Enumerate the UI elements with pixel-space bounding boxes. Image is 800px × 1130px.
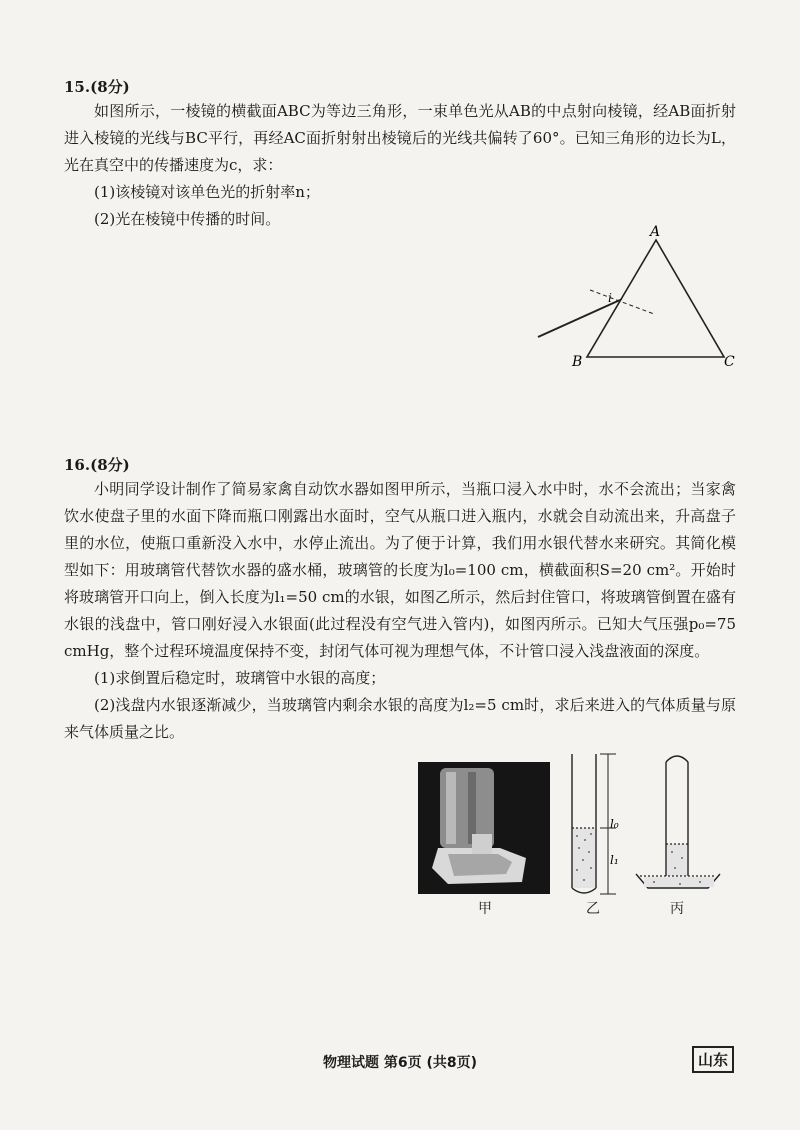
- dim-l1-label: l₁: [610, 853, 619, 867]
- region-badge: 山东: [692, 1046, 734, 1073]
- feeder-photo-drawing: [418, 762, 550, 894]
- q15-text: [64, 98, 736, 233]
- feeder-photo: [418, 762, 550, 894]
- fig-yi-label: 乙: [586, 901, 600, 917]
- q16-sub2: (2)浅盘内水银逐渐减少，当玻璃管内剩余水银的高度为l₂=5 cm时，求后来进入的气体质量与原来气体质量之比。: [64, 696, 736, 741]
- q15-body: 如图所示，一棱镜的横截面ABC为等边三角形，一束单色光从AB的中点射向棱镜，经AB面折射进入棱镜的光线与BC平行，再经AC面折射射出棱镜后的光线共偏转了60°。已知三角形的边长为L，光在真空中的传播速度为c，求：: [64, 102, 736, 174]
- vertex-c-label: C: [724, 354, 735, 370]
- vertex-a-label: A: [650, 224, 661, 240]
- fig-bing-label: 丙: [670, 901, 684, 917]
- q16-body: 小明同学设计制作了简易家禽自动饮水器如图甲所示，当瓶口浸入水中时，水不会流出；当家禽饮水使盘子里的水面下降而瓶口刚露出水面时，空气从瓶口进入瓶内，水就会自动流出来，升高盘子里的水位，使瓶口重新没入水中，水停止流出。为了便于计算，我们用水银代替水来研究。其简化模型如下：用玻璃管代替饮水器的盛水桶，玻璃管的长度为l₀=100 cm，横截面积S=20 cm²。开始时将玻璃管开口向上，倒入长度为l₁=50 cm的水银，如图乙所示，然后封住管口，将玻璃管倒置在盛有水银的浅盘中，管口刚好浸入水银面(此过程没有空气进入管内)，如图丙所示。已知大气压强p₀=75 cmHg，整个过程环境温度保持不变，封闭气体可视为理想气体，不计管口浸入浅盘液面的深度。: [64, 480, 736, 660]
- q15-prism-figure: [520, 222, 750, 372]
- angle-i-label: i: [608, 291, 612, 305]
- q15-heading: 15.(8分): [64, 78, 130, 96]
- vertex-b-label: B: [572, 354, 583, 370]
- dim-l0-label: l₀: [610, 817, 619, 831]
- q15-sub2: (2)光在棱镜中传播的时间。: [94, 210, 281, 228]
- q15-sub1: (1)该棱镜对该单色光的折射率n；: [94, 183, 320, 201]
- q16-sub1: (1)求倒置后稳定时，玻璃管中水银的高度；: [94, 669, 386, 687]
- incident-ray: [538, 300, 620, 337]
- q16-heading: 16.(8分): [64, 456, 130, 474]
- refracted-stub: [620, 299, 622, 300]
- q16-tubes-figure: [560, 748, 740, 898]
- q16-text: [64, 476, 736, 746]
- fig-jia-label: 甲: [478, 901, 492, 917]
- normal-line: [590, 290, 654, 314]
- page-footer: 物理试题 第6页 (共8页): [322, 1055, 478, 1071]
